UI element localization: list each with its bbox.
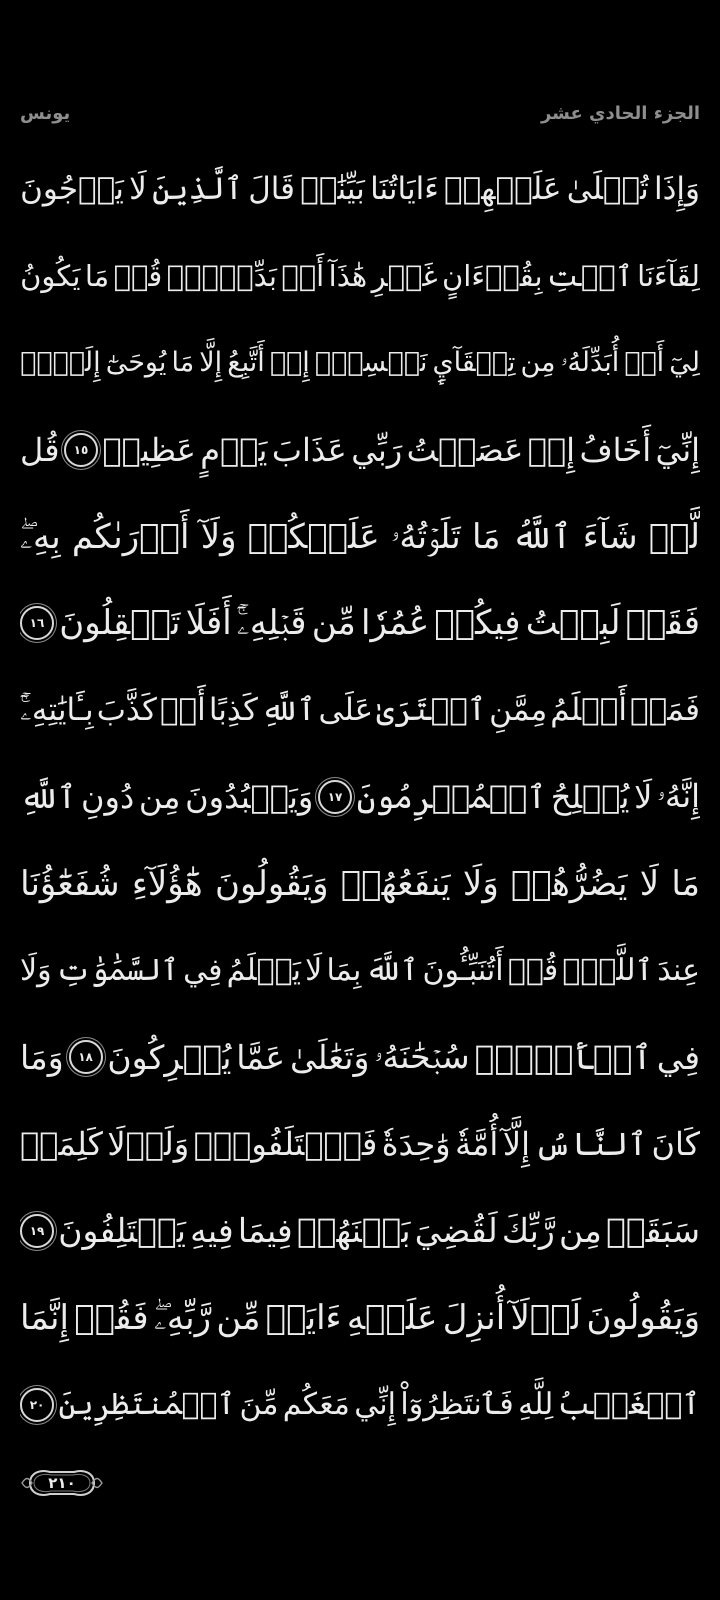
word: كَذِبًا <box>208 692 258 729</box>
ayah-number-marker: ١٨ <box>69 1040 103 1074</box>
word: ءَايَةٞ <box>265 1297 342 1338</box>
word: إِنَّمَا <box>20 1297 69 1338</box>
word: عَلَيۡهِ <box>346 1297 438 1338</box>
word: تُتۡلَىٰ <box>566 171 649 208</box>
word: رَبِّي <box>351 430 403 469</box>
word: يُشۡرِكُونَ <box>107 1037 232 1077</box>
word: يَنفَعُهُمۡ <box>340 863 451 904</box>
word: عَمَّا <box>236 1037 286 1077</box>
word: لِيٓ <box>669 347 700 379</box>
text-line <box>20 1188 700 1275</box>
word: بِمَا <box>326 953 362 989</box>
word: شَآءَ <box>582 516 638 557</box>
word: هَٰٓؤُلَآءِ <box>131 863 203 904</box>
word: ٱلۡمُجۡرِمُونَ <box>356 777 547 816</box>
word: لَا <box>639 863 660 904</box>
word: غَيۡرِ <box>371 259 438 294</box>
word: ٱئۡتِ <box>546 259 633 294</box>
word: عَلَى <box>318 692 374 729</box>
word: عَلَيۡكُمۡ <box>247 516 380 557</box>
word: بَدِّلۡهُۚ <box>166 259 277 294</box>
word: أَفَلَا <box>185 603 232 644</box>
word: ٱللَّهِ <box>260 692 316 729</box>
word: أَخَافُ <box>579 430 652 469</box>
juz-label: الجزء الحادي عشر <box>540 102 700 124</box>
word: مِمَّنِ <box>489 692 548 729</box>
word: إِنِّيٓ <box>655 430 700 469</box>
word: إِلَيَّۖ <box>20 347 101 379</box>
word: عَصَيۡتُ <box>406 430 524 469</box>
word: مِّنَ <box>239 1387 279 1423</box>
text-line <box>20 1274 700 1361</box>
word: مَا <box>84 259 110 294</box>
word: وَلَا <box>462 863 499 904</box>
text-line <box>20 406 700 493</box>
word: رَّبِّكَ <box>501 1211 555 1251</box>
word: وَٰحِدَةٗ <box>381 1125 451 1164</box>
word: أُمَّةٗ <box>455 1125 499 1164</box>
word: نَفۡسِيٓۖ <box>314 347 428 379</box>
word: يَكُونُ <box>20 259 81 294</box>
word: فِيمَا <box>237 1211 293 1251</box>
word: لَّوۡ <box>648 516 700 557</box>
text-line <box>20 927 700 1014</box>
page-header <box>20 96 700 130</box>
word: أَوۡ <box>281 259 325 294</box>
word: يَخۡتَلِفُونَ <box>58 1211 186 1251</box>
ayah-number-marker: ١٥ <box>64 433 98 467</box>
word: يُفۡلِحُ <box>550 777 630 816</box>
word: بِهِۦۖ <box>20 516 61 557</box>
word: أَتَّبِعُ <box>227 347 265 379</box>
word: ٱلسَّمَٰوَٰتِ <box>55 953 179 989</box>
word: قَبۡلِهِۦٓۚ <box>236 603 307 644</box>
word: عُمُرٗا <box>361 603 430 644</box>
word: أَتُنَبِّـُٔونَ <box>422 953 504 989</box>
text-line <box>20 1014 700 1101</box>
word: ٱلۡأَرۡضِۚ <box>474 1037 652 1077</box>
ayah-number-marker: ١٦ <box>20 606 54 640</box>
word: إِلَّا <box>199 347 223 379</box>
word: تَعۡقِلُونَ <box>59 603 181 644</box>
text-line <box>20 1361 700 1448</box>
word: بَيۡنَهُمۡ <box>296 1211 411 1251</box>
word: لَا <box>305 953 323 989</box>
word: وَمَا <box>20 1037 64 1077</box>
word: ٱللَّهِ <box>20 777 77 816</box>
word: وَتَعَٰلَىٰ <box>289 1037 370 1077</box>
word: كَلِمَةٞ <box>20 1125 103 1164</box>
ayah-number-marker: ١٩ <box>20 1214 54 1248</box>
text-line <box>20 580 700 667</box>
surah-name: يونس <box>20 102 71 124</box>
word: لَا <box>634 777 653 816</box>
word: قُلۡ <box>507 953 559 989</box>
text-line <box>20 320 700 407</box>
quran-text <box>20 146 700 1448</box>
word: فِي <box>656 1037 700 1077</box>
word: تَلَوۡتُهُۥ <box>390 516 461 557</box>
word: وَيَعۡبُدُونَ <box>185 777 314 816</box>
word: فَقُلۡ <box>74 1297 149 1338</box>
word: لَوۡلَآ <box>510 1297 582 1338</box>
word: ٱللَّهَ <box>365 953 419 989</box>
word: أُبَدِّلَهُۥ <box>560 346 620 378</box>
word: مَا <box>671 863 700 904</box>
word: ٱلۡمُنتَظِرِينَ <box>58 1387 236 1423</box>
word: عَظِيمٖ <box>102 430 196 469</box>
word: ٱللَّهِۚ <box>562 953 654 989</box>
word: مِّن <box>216 1297 261 1338</box>
word: مَا <box>471 516 501 557</box>
word: كَانَ <box>651 1125 700 1164</box>
word: إِلَّآ <box>502 1125 530 1164</box>
word: رَّبِّهِۦۖ <box>153 1297 211 1338</box>
word: ٱلَّذِينَ <box>152 171 243 208</box>
page-number-badge <box>18 1466 106 1500</box>
word: لَا <box>129 171 147 208</box>
word: فِي <box>183 953 223 989</box>
text-line <box>20 667 700 754</box>
word: مِن <box>520 347 556 379</box>
word: ءَايَاتُنَا <box>370 171 439 208</box>
word: إِنۡ <box>527 430 576 469</box>
word: سَبَقَتۡ <box>606 1211 700 1251</box>
word: قُل <box>20 430 60 469</box>
word: ٱلۡغَيۡبُ <box>557 1387 700 1423</box>
word: فِيهِ <box>190 1211 234 1251</box>
word: فَٱخۡتَلَفُواْۚ <box>193 1125 378 1164</box>
word: وَيَقُولُونَ <box>215 863 329 904</box>
word: يَوۡمٍ <box>200 430 268 469</box>
word: عِندَ <box>657 953 700 989</box>
word: لِقَآءَنَا <box>637 259 700 294</box>
word: إِنِّي <box>354 1387 396 1423</box>
text-line <box>20 146 700 233</box>
word: يُوحَىٰٓ <box>105 347 167 379</box>
word: بِـَٔايَٰتِهِۦٓۚ <box>20 691 94 728</box>
word: قُلۡ <box>113 259 163 294</box>
text-line <box>20 233 700 320</box>
word: مَا <box>171 347 195 379</box>
word: لَقُضِيَ <box>414 1211 498 1251</box>
word: مِّن <box>311 603 356 644</box>
word: بِقُرۡءَانٍ <box>441 259 543 294</box>
word: إِنَّهُۥ <box>657 777 700 816</box>
word: تِلۡقَآيِٕ <box>432 347 516 379</box>
word: أَنۡ <box>624 347 665 379</box>
word: وَيَقُولُونَ <box>586 1297 700 1338</box>
text-line <box>20 754 700 841</box>
word: إِنۡ <box>269 347 310 379</box>
page-number: ٢١٠ <box>48 1474 76 1492</box>
word: وَلَآ <box>200 516 237 557</box>
word: عَلَيۡهِمۡ <box>444 171 562 208</box>
word: هَٰذَآ <box>328 259 368 294</box>
word: مَعَكُم <box>282 1387 350 1423</box>
ayah-number-marker: ٢٠ <box>20 1388 54 1422</box>
word: سُبۡحَٰنَهُۥ <box>374 1037 470 1077</box>
word: أُنزِلَ <box>442 1297 506 1338</box>
word: يَعۡلَمُ <box>226 953 301 989</box>
word: ٱلنَّاسُ <box>534 1125 647 1164</box>
word: أَدۡرَىٰكُم <box>71 516 190 557</box>
word: يَرۡجُونَ <box>20 171 124 208</box>
word: بَيِّنَٰتٖ <box>300 171 365 208</box>
text-line <box>20 1101 700 1188</box>
word: مِن <box>559 1211 602 1251</box>
word: فَمَنۡ <box>630 692 700 729</box>
word: أَوۡ <box>159 692 206 729</box>
word: كَذَّبَ <box>96 692 157 729</box>
word: مِن <box>138 777 181 816</box>
word: فِيكُمۡ <box>434 603 521 644</box>
word: وَلَا <box>20 953 52 989</box>
word: وَإِذَا <box>653 171 700 208</box>
word: قَالَ <box>248 171 295 208</box>
word: لَبِثۡتُ <box>525 603 621 644</box>
word: يَضُرُّهُمۡ <box>511 863 628 904</box>
word: ٱللَّهُ <box>511 517 572 558</box>
text-line <box>20 493 700 580</box>
word: دُونِ <box>81 777 135 816</box>
word: وَلَوۡلَا <box>107 1125 190 1164</box>
word: أَظۡلَمُ <box>550 692 627 729</box>
word: فَقَدۡ <box>625 603 700 644</box>
word: شُفَعَٰٓؤُنَا <box>20 863 120 904</box>
text-line <box>20 840 700 927</box>
word: ٱفۡتَرَىٰ <box>376 692 487 729</box>
word: لِلَّهِ <box>518 1387 554 1423</box>
ayah-number-marker: ١٧ <box>318 780 352 814</box>
word: فَٱنتَظِرُوٓاْ <box>400 1387 514 1423</box>
word: عَذَابَ <box>271 430 347 469</box>
